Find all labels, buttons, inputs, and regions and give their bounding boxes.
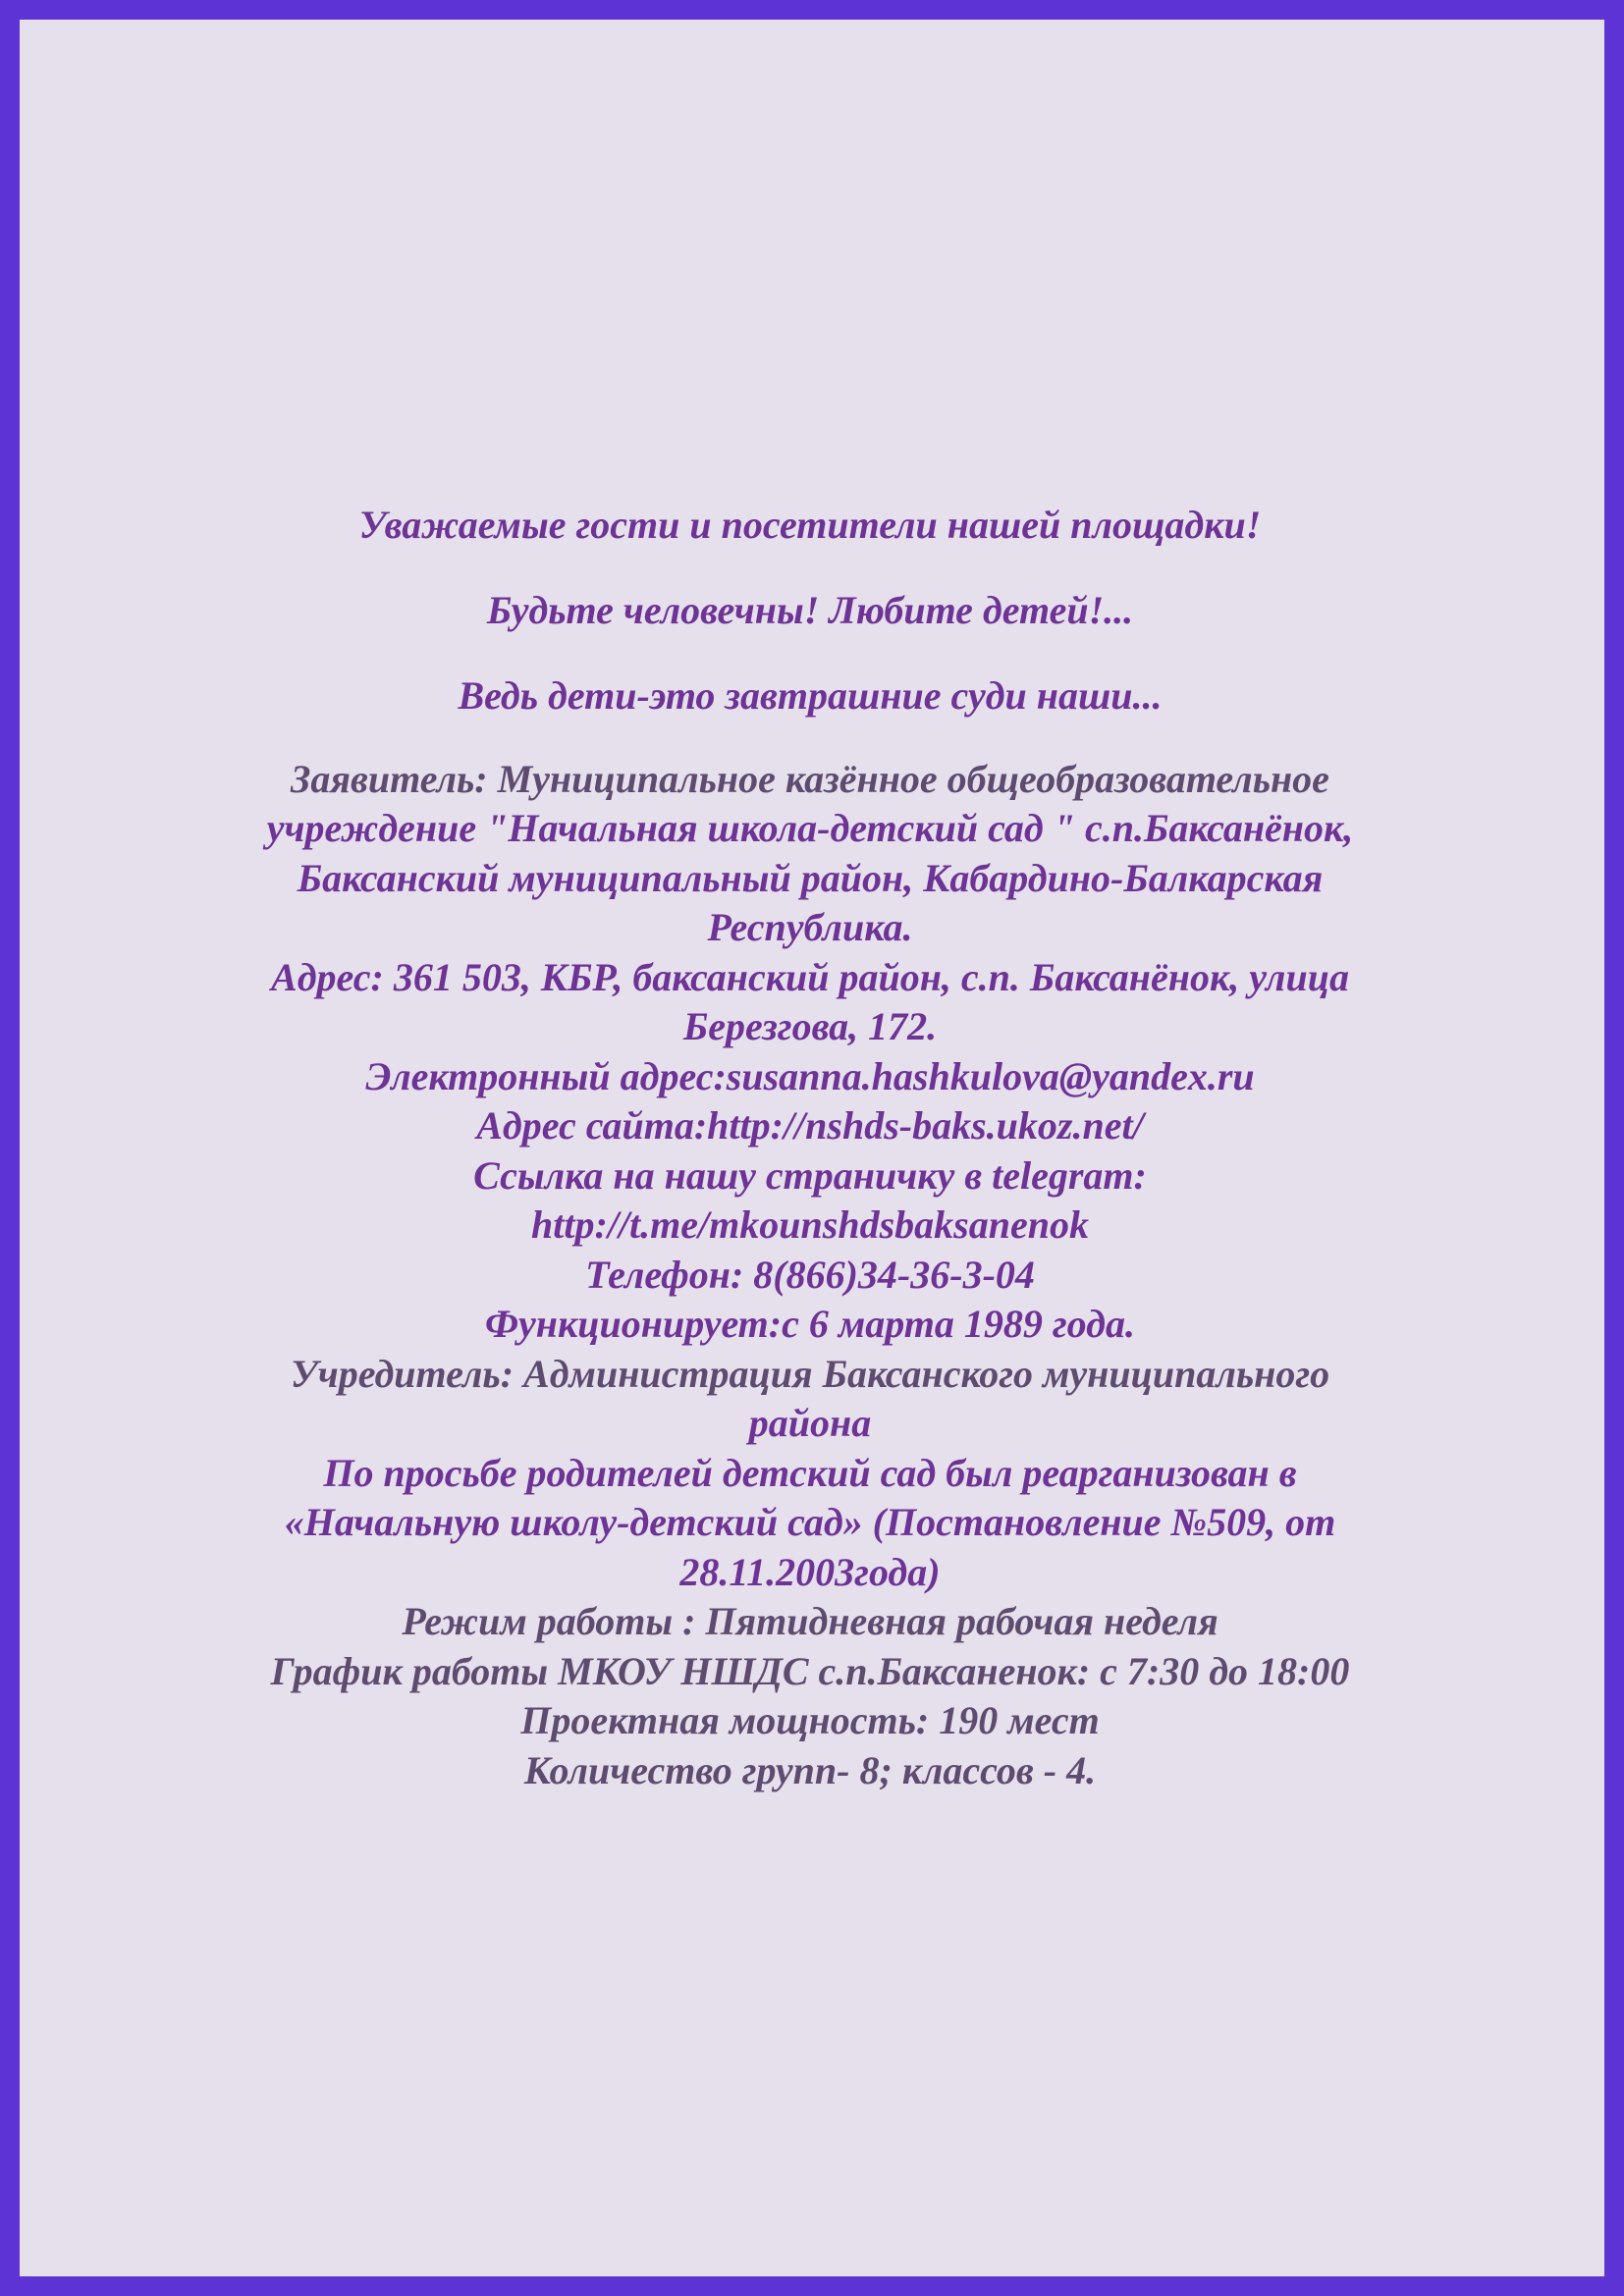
since-line: Функционирует:с 6 марта 1989 года. — [485, 1302, 1135, 1346]
greeting-line-1: Уважаемые гости и посетители нашей площадки! — [358, 503, 1262, 547]
reorganization-line-2: «Начальную школу-детский сад» (Постановление №509, от — [284, 1500, 1336, 1544]
address-line-2: Березгова, 172. — [682, 1004, 938, 1048]
work-schedule-line: График работы МКОУ НШДС с.п.Баксаненок: с 7:30 до 18:00 — [270, 1649, 1350, 1693]
telegram-link: http://t.me/mkounshdsbaksanenok — [531, 1202, 1089, 1247]
greeting-line-2: Будьте человечны! Любите детей!... — [486, 588, 1134, 632]
email-line: Электронный адрес:susanna.hashkulova@yandex.ru — [365, 1054, 1255, 1098]
founder-line-2: района — [748, 1401, 872, 1445]
website-line: Адрес сайта:http://nshds-baks.ukoz.net/ — [476, 1103, 1144, 1148]
applicant-line-4: Республика. — [707, 905, 913, 949]
address-line-1: Адрес: 361 503, КБР, баксанский район, с.п. Баксанёнок, улица — [271, 955, 1349, 999]
document-page — [20, 20, 1604, 2276]
groups-line: Количество групп- 8; классов - 4. — [523, 1748, 1097, 1792]
applicant-line-3: Баксанский муниципальный район, Кабардино-Балкарская — [297, 856, 1324, 900]
founder-line-1: Учредитель: Администрация Баксанского муниципального — [290, 1352, 1330, 1396]
applicant-line-1: Заявитель: Муниципальное казённое общеобразовательное — [291, 757, 1329, 801]
capacity-line: Проектная мощность: 190 мест — [520, 1698, 1100, 1742]
telegram-line-1: Ссылка на нашу страничку в telegram: — [473, 1153, 1147, 1198]
work-mode-line: Режим работы : Пятидневная рабочая неделя — [402, 1599, 1218, 1643]
greeting-line-3: Ведь дети-это завтрашние суди наши... — [458, 673, 1163, 718]
reorganization-line-1: По просьбе родителей детский сад был реарганизован в — [323, 1451, 1297, 1495]
phone-line: Телефон: 8(866)34-36-3-04 — [585, 1253, 1035, 1297]
applicant-line-2: учреждение "Начальная школа-детский сад " с.п.Баксанёнок, — [266, 806, 1354, 850]
reorganization-line-3: 28.11.2003года) — [679, 1550, 941, 1594]
